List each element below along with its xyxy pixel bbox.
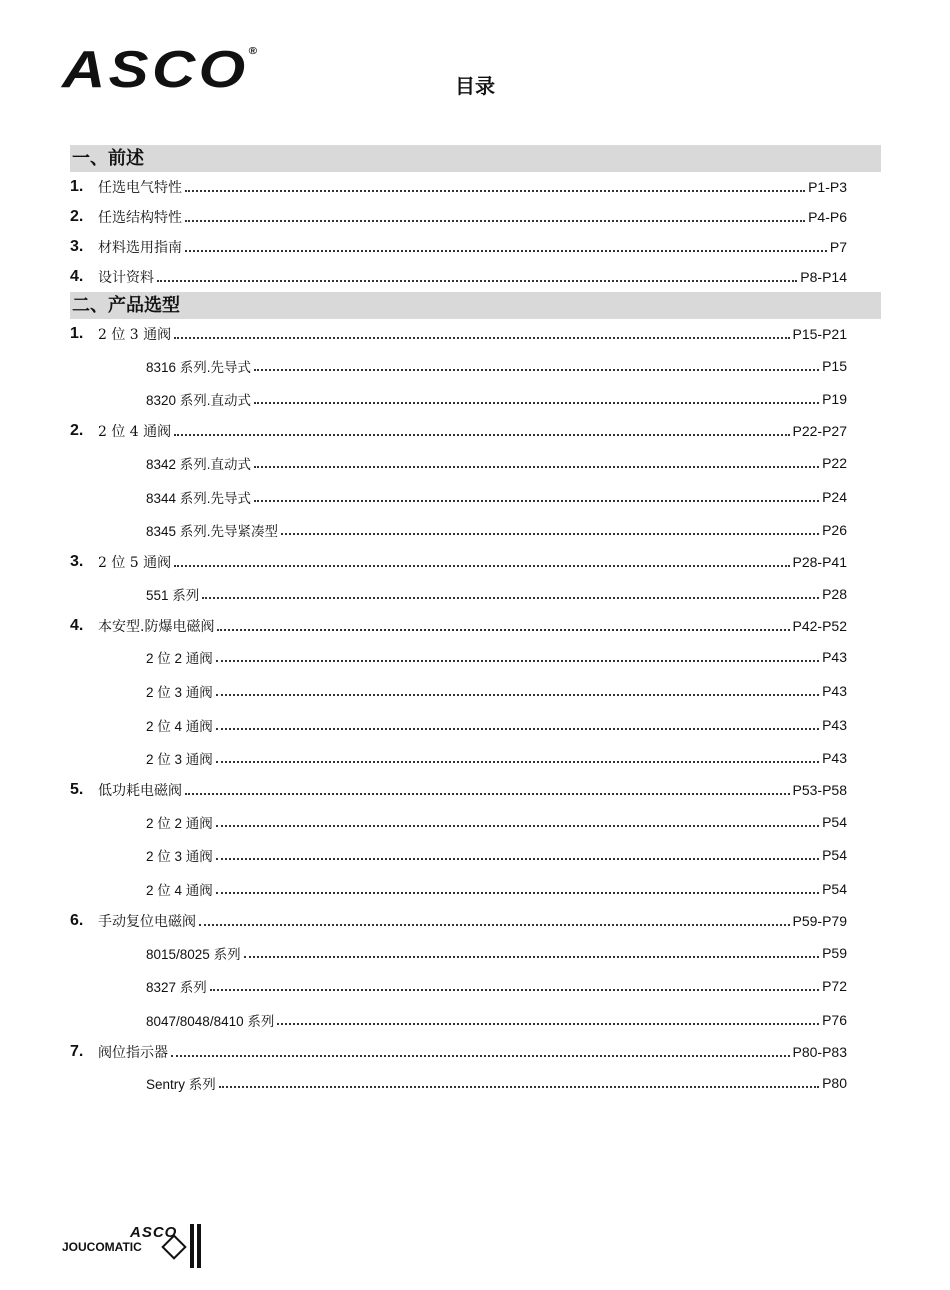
dot-leader [216,728,819,730]
toc-entry[interactable] [70,232,881,262]
entry-label: 材料选用指南 [98,240,182,256]
page-reference: P8-P14 [800,269,847,285]
page-reference: P59 [822,944,847,961]
toc-entry[interactable] [70,172,881,202]
toc-subentry[interactable] [70,383,881,417]
page-reference: P54 [822,813,847,830]
dot-leader [244,956,820,958]
subentry-label: 8316 系列.先导式 [146,359,252,375]
entry-number: 1. [70,325,84,342]
footer-logo [62,1222,222,1272]
toc-subentry[interactable] [70,872,881,906]
entry-number: 7. [70,1042,84,1060]
toc-subentry[interactable] [70,969,881,1003]
entry-label: 任选电气特性 [98,180,182,196]
dot-leader [254,466,819,468]
asco-logo-text: ASCO [62,41,249,99]
subentry-label: 2 位 3 通阀 [146,849,213,865]
dot-leader [219,1086,819,1088]
footer-joucomatic-logo: JOUCOMATIC [62,1240,142,1254]
dot-leader [216,660,819,662]
page-reference: P54 [822,847,847,864]
page-reference: P26 [822,522,847,539]
toc-subentry[interactable] [70,480,881,514]
page-reference: P59-P79 [792,912,847,929]
entry-label: 低功耗电磁阀 [98,782,182,799]
subentry-label: 2 位 2 通阀 [146,651,213,667]
subentry-label: 2 位 3 通阀 [146,684,213,700]
toc-subentry[interactable] [70,805,881,839]
toc-subentry[interactable] [70,577,881,611]
toc-entry[interactable] [70,416,881,446]
entry-number: 4. [70,268,84,285]
dot-leader [216,825,819,827]
subentry-label: 8047/8048/8410 系列 [146,1013,275,1029]
subentry-label: 8344 系列.先导式 [146,490,252,506]
page-reference: P15-P21 [792,326,847,342]
toc-subentry[interactable] [70,936,881,970]
toc-entry[interactable] [70,1037,881,1067]
page-reference: P7 [829,239,847,255]
dot-leader [185,190,805,192]
toc-entry[interactable] [70,262,881,292]
dot-leader [216,761,819,763]
page-title: 目录 [455,74,495,98]
subentry-label: 2 位 4 通阀 [146,882,213,898]
page-reference: P24 [822,488,847,505]
subentry-label: 2 位 4 通阀 [146,718,213,734]
dot-leader [281,533,819,535]
dot-leader [216,858,819,860]
registered-mark: ® [248,46,261,57]
dot-leader [157,280,797,282]
dot-leader [174,565,789,567]
page-reference: P43 [822,716,847,733]
dot-leader [216,892,819,894]
page-reference: P76 [822,1011,847,1028]
page-reference: P22-P27 [792,423,847,440]
entry-number: 3. [70,552,84,570]
subentry-label: Sentry 系列 [146,1077,216,1093]
footer-bar-left [190,1224,194,1268]
dot-leader [185,793,790,795]
toc-subentry[interactable] [70,674,881,708]
toc-subentry[interactable] [70,708,881,742]
page-reference: P80 [822,1075,847,1092]
entry-label: 本安型.防爆电磁阀 [98,618,215,635]
footer-asco-logo: ASCO [130,1224,178,1241]
dot-leader [174,434,789,436]
dot-leader [199,924,790,926]
page-reference: P1-P3 [808,179,847,195]
entry-label: 手动复位电磁阀 [98,913,196,930]
toc-subentry[interactable] [70,513,881,547]
page-reference: P28 [822,585,847,602]
toc-subentry[interactable] [70,1067,881,1101]
toc-entry[interactable] [70,202,881,232]
dot-leader [254,402,819,404]
table-of-contents [70,145,881,1100]
dot-leader [210,989,819,991]
dot-leader [185,220,805,222]
page-reference: P42-P52 [792,617,847,634]
entry-label: 2 位 3 通阀 [98,327,172,343]
subentry-label: 551 系列 [146,587,200,603]
entry-number: 4. [70,616,84,634]
page-reference: P43 [822,649,847,666]
dot-leader [277,1023,819,1025]
subentry-label: 8345 系列.先导紧凑型 [146,524,279,540]
toc-subentry[interactable] [70,349,881,383]
toc-subentry[interactable] [70,741,881,775]
page-reference: P53-P58 [792,781,847,798]
toc-subentry[interactable] [70,1003,881,1037]
page-reference: P54 [822,880,847,897]
entry-label: 2 位 5 通阀 [98,554,172,571]
subentry-label: 8342 系列.直动式 [146,456,252,472]
toc-entry[interactable] [70,906,881,936]
toc-entry[interactable] [70,775,881,805]
dot-leader [254,500,819,502]
page-reference: P19 [822,391,847,408]
footer-bar-right [197,1224,201,1268]
entry-number: 3. [70,238,84,255]
entry-number: 2. [70,422,84,440]
page-reference: P43 [822,750,847,767]
page-reference: P22 [822,454,847,471]
entry-label: 阀位指示器 [98,1044,168,1061]
page-reference: P15 [822,357,847,374]
entry-label: 设计资料 [98,270,154,286]
section-heading: 二、产品选型 [70,292,881,319]
subentry-label: 2 位 2 通阀 [146,815,213,831]
entry-number: 5. [70,780,84,798]
section-heading: 一、前述 [70,145,881,172]
toc-subentry[interactable] [70,641,881,675]
entry-number: 1. [70,178,84,195]
page-reference: P72 [822,978,847,995]
dot-leader [217,629,789,631]
subentry-label: 8327 系列 [146,980,207,996]
entry-label: 2 位 4 通阀 [98,424,172,441]
page-reference: P43 [822,682,847,699]
toc-subentry[interactable] [70,839,881,873]
entry-number: 6. [70,911,84,929]
subentry-label: 8320 系列.直动式 [146,393,252,409]
toc-entry[interactable] [70,547,881,577]
subentry-label: 2 位 3 通阀 [146,752,213,768]
dot-leader [216,694,819,696]
page-reference: P28-P41 [792,553,847,570]
dot-leader [254,369,819,371]
entry-number: 2. [70,208,84,225]
toc-subentry[interactable] [70,446,881,480]
subentry-label: 8015/8025 系列 [146,946,241,962]
toc-entry[interactable] [70,319,881,349]
dot-leader [174,337,789,339]
dot-leader [202,597,819,599]
entry-label: 任选结构特性 [98,210,182,226]
dot-leader [185,250,827,252]
toc-entry[interactable] [70,611,881,641]
dot-leader [171,1055,790,1057]
page-reference: P4-P6 [808,209,847,225]
page-reference: P80-P83 [792,1043,847,1060]
